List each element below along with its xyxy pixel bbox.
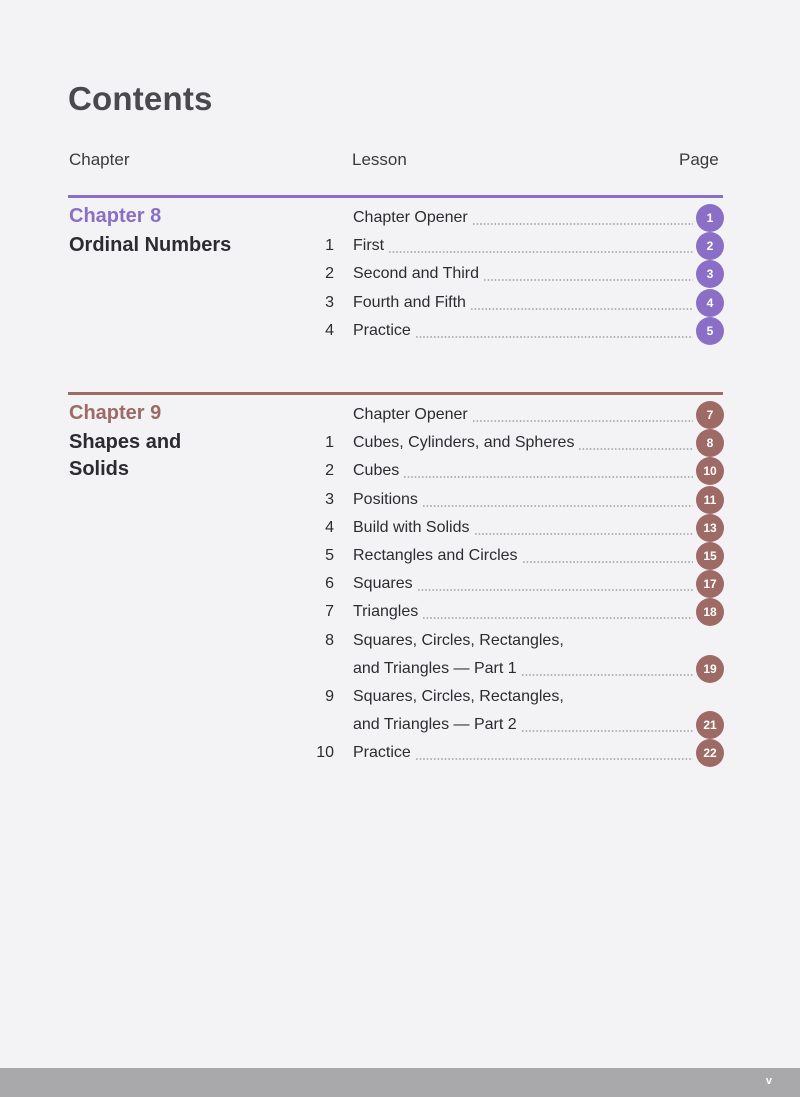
dot-leader <box>403 457 693 485</box>
lesson-title-text: and Triangles — Part 1 <box>353 659 517 677</box>
toc-entry[interactable] <box>0 401 800 429</box>
lesson-number: 9 <box>325 688 334 705</box>
toc-entry[interactable] <box>0 486 800 514</box>
toc-entry[interactable] <box>0 514 800 542</box>
toc-entry[interactable] <box>0 711 800 739</box>
chapter-divider <box>68 392 723 395</box>
toc-entry[interactable] <box>0 260 800 288</box>
page-footer <box>0 1068 800 1097</box>
lesson-title-text: Cubes <box>353 462 400 480</box>
lesson-title <box>353 683 695 711</box>
page-number-badge: 7 <box>696 401 724 429</box>
chapter-title: Solids <box>69 458 130 480</box>
toc-entry[interactable] <box>0 570 800 598</box>
dot-leader <box>474 514 694 542</box>
lesson-title <box>353 289 695 317</box>
page-number-badge: 18 <box>696 598 724 626</box>
dot-leader <box>521 655 693 683</box>
chapter-divider <box>68 195 723 198</box>
toc-entry[interactable] <box>0 232 800 260</box>
toc-entry[interactable] <box>0 683 800 711</box>
chapter-column-header: Chapter <box>69 150 130 169</box>
lesson-title-text: Build with Solids <box>353 518 470 536</box>
lesson-title <box>353 317 695 345</box>
dot-leader <box>422 486 693 514</box>
lesson-title <box>353 739 695 767</box>
dot-leader <box>415 317 693 345</box>
toc-entry[interactable] <box>0 655 800 683</box>
toc-entry[interactable] <box>0 429 800 457</box>
lesson-number: 10 <box>316 744 334 762</box>
page-number-badge: 10 <box>696 457 724 485</box>
page-number-badge: 13 <box>696 514 724 542</box>
page-number-badge: 15 <box>696 542 724 570</box>
dot-leader <box>483 260 693 288</box>
lesson-title-text: Chapter Opener <box>353 209 468 226</box>
lesson-title-text: First <box>353 237 385 255</box>
lesson-title <box>353 486 695 514</box>
lesson-number: 2 <box>325 462 334 480</box>
lesson-title-text: Second and Third <box>353 265 480 283</box>
lesson-number: 5 <box>325 547 334 564</box>
lesson-number: 3 <box>325 293 334 311</box>
chapter-title: Shapes and <box>69 431 182 453</box>
dot-leader <box>578 429 693 457</box>
lesson-title <box>353 429 695 457</box>
lesson-number: 4 <box>325 321 334 339</box>
lesson-title <box>353 204 695 232</box>
page-number-badge: 2 <box>696 232 724 260</box>
page-number-badge: 11 <box>696 486 724 514</box>
page-number-badge: 4 <box>696 289 724 317</box>
dot-leader <box>521 711 693 739</box>
lesson-number: 2 <box>325 265 334 283</box>
lesson-title-text: and Triangles — Part 2 <box>353 716 517 734</box>
lesson-number: 3 <box>325 490 334 508</box>
lesson-title <box>353 260 695 288</box>
page-number-badge: 21 <box>696 711 724 739</box>
toc-entry[interactable] <box>0 739 800 767</box>
toc-entry[interactable] <box>0 457 800 485</box>
page-column-header: Page <box>679 150 719 169</box>
lesson-title-text: Rectangles and Circles <box>353 547 518 564</box>
lesson-number: 7 <box>325 603 334 621</box>
chapter-title: Ordinal Numbers <box>69 234 232 256</box>
lesson-title-text: Practice <box>353 744 411 762</box>
lesson-title <box>353 542 695 570</box>
page-number-badge: 22 <box>696 739 724 767</box>
chapter-label: Chapter 8 <box>69 205 162 227</box>
lesson-title-text: Practice <box>353 321 411 339</box>
lesson-title <box>353 598 695 626</box>
lesson-title-text: Cubes, Cylinders, and Spheres <box>353 434 575 452</box>
page-number-badge: 19 <box>696 655 724 683</box>
dot-leader <box>472 401 693 429</box>
dot-leader <box>522 542 693 570</box>
dot-leader <box>417 570 693 598</box>
toc-entry[interactable] <box>0 542 800 570</box>
lesson-title-text: Squares <box>353 575 413 593</box>
page-number-badge: 1 <box>696 204 724 232</box>
lesson-title-text: Squares, Circles, Rectangles, <box>353 631 564 649</box>
lesson-title <box>353 627 695 655</box>
toc-entry[interactable] <box>0 627 800 655</box>
toc-entry[interactable] <box>0 204 800 232</box>
lesson-title <box>353 655 695 683</box>
lesson-number: 8 <box>325 631 334 649</box>
lesson-title <box>353 514 695 542</box>
lesson-title-text: Positions <box>353 490 418 508</box>
page-number-badge: 8 <box>696 429 724 457</box>
dot-leader <box>388 232 693 260</box>
lesson-title-text: Triangles <box>353 603 419 621</box>
lesson-title <box>353 232 695 260</box>
page-title: Contents <box>68 80 213 117</box>
lesson-title-text: Chapter Opener <box>353 406 468 423</box>
chapter-label: Chapter 9 <box>69 402 162 424</box>
toc-entry[interactable] <box>0 289 800 317</box>
footer-page-number: v <box>765 1075 772 1087</box>
lesson-title <box>353 401 695 429</box>
dot-leader <box>472 204 693 232</box>
lesson-number: 1 <box>325 237 334 255</box>
page-number-badge: 5 <box>696 317 724 345</box>
lesson-number: 1 <box>325 434 334 452</box>
lesson-title <box>353 570 695 598</box>
toc-entry[interactable] <box>0 317 800 345</box>
lesson-title-text: Squares, Circles, Rectangles, <box>353 688 564 705</box>
lesson-column-header: Lesson <box>352 150 407 169</box>
lesson-number: 6 <box>325 575 334 593</box>
page-number-badge: 17 <box>696 570 724 598</box>
lesson-number: 4 <box>325 518 334 536</box>
dot-leader <box>415 739 693 767</box>
lesson-title <box>353 457 695 485</box>
page-number-badge: 3 <box>696 260 724 288</box>
lesson-title-text: Fourth and Fifth <box>353 293 466 311</box>
toc-entry[interactable] <box>0 598 800 626</box>
dot-leader <box>470 289 693 317</box>
dot-leader <box>422 598 693 626</box>
lesson-title <box>353 711 695 739</box>
